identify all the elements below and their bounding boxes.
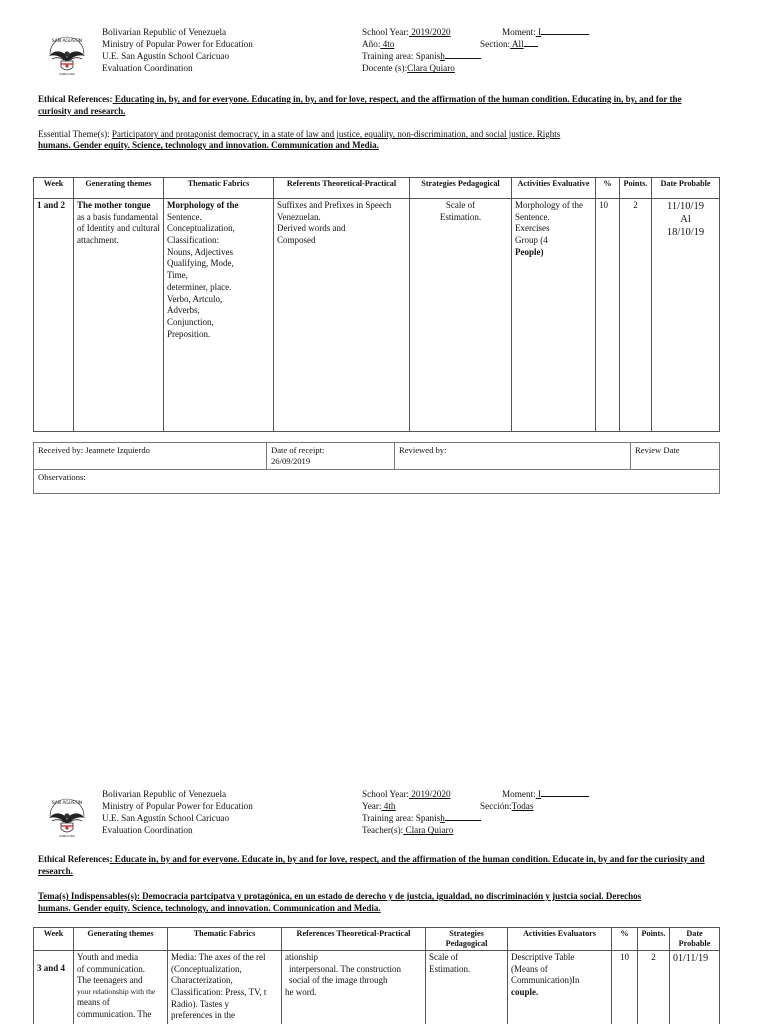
table-row [34, 443, 720, 470]
thematic-fabrics-cell [168, 951, 282, 1024]
ethical-label: Ethical References: [38, 94, 113, 104]
moment-value: I [535, 27, 542, 37]
theme-line: Youth and media [77, 952, 139, 962]
themes-value-line2: humans. Gender equity. Science, technology, and innovation. Communication and Media. [38, 903, 381, 913]
school-emblem-icon [46, 34, 88, 76]
fabrics-line: Preposition. [167, 328, 211, 339]
date-receipt-value: 26/09/2019 [271, 456, 311, 466]
referents-line: Suffixes and Prefixes in Speech [277, 200, 392, 210]
training-area-label: Training area: Spanis [362, 813, 441, 823]
strategies-cell [426, 951, 508, 1024]
fabrics-line: Conjunction, [167, 316, 214, 327]
activities-line: (Means of [511, 963, 548, 974]
table-row [34, 951, 720, 1024]
activities-line: couple. [511, 987, 539, 998]
theme-line: of communication. [77, 963, 145, 974]
reviewed-by-cell: Reviewed by: [395, 443, 631, 470]
referents-line: Venezuelan. [277, 211, 321, 222]
school-year-label: School Year: [362, 789, 409, 799]
section-label: Sección: [480, 801, 512, 811]
header-line: U.E. San Agustín School Caricuao [102, 51, 230, 61]
table-header-row [34, 928, 720, 951]
activities-line: Morphology of the [515, 200, 583, 210]
column-header: Week [34, 928, 74, 951]
teacher-value: Clara Quiaro [407, 63, 455, 73]
header-line: U.E. San Agustín School Caricuao [102, 813, 230, 823]
activities-line: Exercises [515, 223, 550, 234]
planning-table [33, 927, 720, 1024]
referents-cell [274, 199, 410, 432]
svg-text:CARICUAO: CARICUAO [59, 72, 75, 76]
course-info [362, 26, 622, 74]
fabrics-line: Classification: Press, TV, t [171, 987, 267, 998]
svg-text:SAN AGUSTIN: SAN AGUSTIN [51, 39, 83, 44]
moment-blank-line [541, 26, 589, 35]
column-header: Date Probable [652, 178, 720, 199]
teacher-label: Teacher(s): [362, 825, 404, 835]
theme-line: means of [77, 996, 110, 1007]
date-cell [652, 199, 720, 432]
year-value: 4th [381, 801, 396, 811]
course-info [362, 788, 622, 836]
fabrics-line: Adverbs, [167, 305, 200, 316]
activities-line: Sentence. [515, 211, 550, 222]
training-blank-line [445, 812, 481, 821]
activities-line: Descriptive Table [511, 952, 575, 962]
ethical-label: Ethical References [38, 854, 110, 864]
receipt-table [33, 442, 720, 494]
date-of-receipt-cell [267, 443, 395, 470]
points-cell: 2 [638, 951, 670, 1024]
header-line: Evaluation Coordination [102, 63, 193, 73]
strategies-line: Scale of [429, 952, 459, 962]
review-date-cell: Review Date [631, 443, 720, 470]
table-header-row [34, 178, 720, 199]
column-header: Activities Evaluative [512, 178, 596, 199]
references-line: he word. [285, 987, 317, 998]
points-cell: 2 [620, 199, 652, 432]
essential-themes [38, 890, 708, 914]
column-header: References Theoretical-Practical [282, 928, 426, 951]
week-cell: 1 and 2 [34, 199, 74, 432]
theme-line: your relationship with the [77, 987, 156, 997]
fabrics-line: Classification: [167, 235, 219, 246]
fabrics-line: Qualifying, Mode, [167, 258, 234, 269]
header-line: Evaluation Coordination [102, 825, 193, 835]
generating-theme-cell [74, 951, 168, 1024]
column-header: Referents Theoretical-Practical [274, 178, 410, 199]
fabrics-line: Conceptualization, [167, 223, 235, 234]
section-value: Todas [511, 801, 534, 811]
header-line: Ministry of Popular Power for Education [102, 39, 253, 49]
training-blank-line [445, 50, 481, 59]
training-area-value: h [440, 51, 445, 61]
school-emblem-icon [46, 796, 88, 838]
year-label: Year: [362, 801, 382, 811]
svg-text:CARICUAO: CARICUAO [59, 834, 75, 838]
fabrics-line: (Conceptualization, [171, 963, 242, 974]
received-by-cell: Received by: Jeannete Izquierdo [34, 443, 267, 470]
header-line: Bolivarian Republic of Venezuela [102, 789, 227, 799]
fabrics-line: Sentence. [167, 211, 202, 222]
header-line: Bolivarian Republic of Venezuela [102, 27, 227, 37]
percent-cell: 10 [596, 199, 620, 432]
date-line: Al [680, 214, 691, 225]
section-label: Section: [480, 39, 511, 49]
references-line: social of the image through [289, 975, 388, 986]
theme-title: The mother tongue [77, 200, 151, 210]
themes-label: Essential Theme(s): [38, 129, 112, 139]
header-line: Ministry of Popular Power for Education [102, 801, 253, 811]
date-line: 18/10/19 [666, 227, 705, 238]
year-label: Año: [362, 39, 381, 49]
column-header: % [596, 178, 620, 199]
referents-line: Composed [277, 235, 316, 246]
strategies-line: Estimation. [429, 963, 471, 974]
referents-line: Derived words and [277, 223, 346, 234]
moment-label: Moment: [502, 27, 536, 37]
section-value: All [510, 39, 524, 49]
strategies-cell [410, 199, 512, 432]
fabrics-line: Nouns, Adjectives [167, 246, 233, 257]
activities-line: Group (4 [515, 235, 548, 246]
school-year-value: 2019/2020 [408, 27, 451, 37]
column-header: Points. [620, 178, 652, 199]
date-cell: 01/11/19 [670, 951, 720, 1024]
themes-value-line1: Participatory and protagonist democracy, in a state of law and justice, equality, non-discrimination, and social justice. Rights [111, 129, 561, 139]
institution-header [102, 788, 253, 836]
themes-value-line1: Tema(s) Indispensables(s): Democracia partcipatva y protagónica, en un estado de derecho y de justcia, igualdad, no discriminación y justcia social. Derechos [38, 891, 642, 901]
fabrics-line: preferences in the [171, 1010, 235, 1021]
fabrics-title: Morphology of the [167, 200, 239, 210]
activities-line: People) [515, 246, 544, 257]
column-header: Week [34, 178, 74, 199]
column-header: % [612, 928, 638, 951]
fabrics-line: Radio). Tastes y [171, 998, 229, 1009]
moment-value: I [535, 789, 542, 799]
theme-line: communication. The [77, 1008, 152, 1019]
year-value: 4to [380, 39, 395, 49]
ethical-references [38, 853, 708, 877]
week-cell: 3 and 4 [34, 951, 74, 1024]
references-cell [282, 951, 426, 1024]
moment-label: Moment: [502, 789, 536, 799]
fabrics-line: Verbo, Artculo, [167, 293, 223, 304]
training-area-label: Training area: Spanis [362, 51, 441, 61]
table-row [34, 199, 720, 432]
column-header: Thematic Fabrics [164, 178, 274, 199]
column-header: Points. [638, 928, 670, 951]
fabrics-line: Characterization, [171, 975, 233, 986]
ethical-value: : Educate in, by and for everyone. Educate in, by and for love, respect, and the affirmation of the human condition. Educate in, by and for the curiosity and research. [38, 854, 705, 876]
fabrics-line: Time, [167, 270, 188, 281]
themes-value-line2: humans. Gender equity. Science, technology and innovation. Communication and Media. [38, 140, 379, 150]
activities-cell [512, 199, 596, 432]
column-header: Strategies Pedagogical [426, 928, 508, 951]
ethical-references [38, 93, 708, 117]
column-header: Generating themes [74, 928, 168, 951]
theme-text: as a basis fundamental of Identity and cultural attachment. [77, 211, 160, 246]
fabrics-line: determiner, place. [167, 281, 232, 292]
teacher-value: Clara Quiaro [403, 825, 454, 835]
column-header: Generating themes [74, 178, 164, 199]
activities-cell [508, 951, 612, 1024]
column-header: Activities Evaluators [508, 928, 612, 951]
generating-theme-cell [74, 199, 164, 432]
essential-themes [38, 129, 708, 151]
observations-cell: Observations: [34, 470, 720, 494]
column-header: Thematic Fabrics [168, 928, 282, 951]
planning-table [33, 177, 720, 432]
moment-blank-line [541, 788, 589, 797]
training-area-value: h [440, 813, 445, 823]
strategies-line: Estimation. [439, 211, 482, 222]
teacher-label: Docente (s): [362, 63, 408, 73]
institution-header [102, 26, 253, 74]
percent-cell: 10 [612, 951, 638, 1024]
activities-line: Communication)In [511, 975, 580, 986]
theme-line: The teenagers and [77, 975, 143, 986]
date-receipt-label: Date of receipt: [271, 445, 325, 455]
references-line: ationship [285, 952, 318, 962]
column-header: Date Probable [670, 928, 720, 951]
section-blank-line [524, 38, 538, 47]
date-line: 11/10/19 [667, 201, 704, 212]
ethical-value: Educating in, by, and for everyone. Educating in, by, and for love, respect, and the affirmation of the human condition. Educating in, by, and for the curiosity and research. [38, 94, 682, 116]
fabrics-line: Media: The axes of the rel [171, 952, 266, 962]
references-line: interpersonal. The construction [289, 963, 402, 974]
column-header: Strategies Pedagogical [410, 178, 512, 199]
table-row [34, 470, 720, 494]
strategies-line: Scale of [445, 200, 476, 210]
svg-text:SAN AGUSTIN: SAN AGUSTIN [51, 801, 83, 806]
thematic-fabrics-cell [164, 199, 274, 432]
school-year-value: 2019/2020 [408, 789, 451, 799]
school-year-label: School Year: [362, 27, 409, 37]
